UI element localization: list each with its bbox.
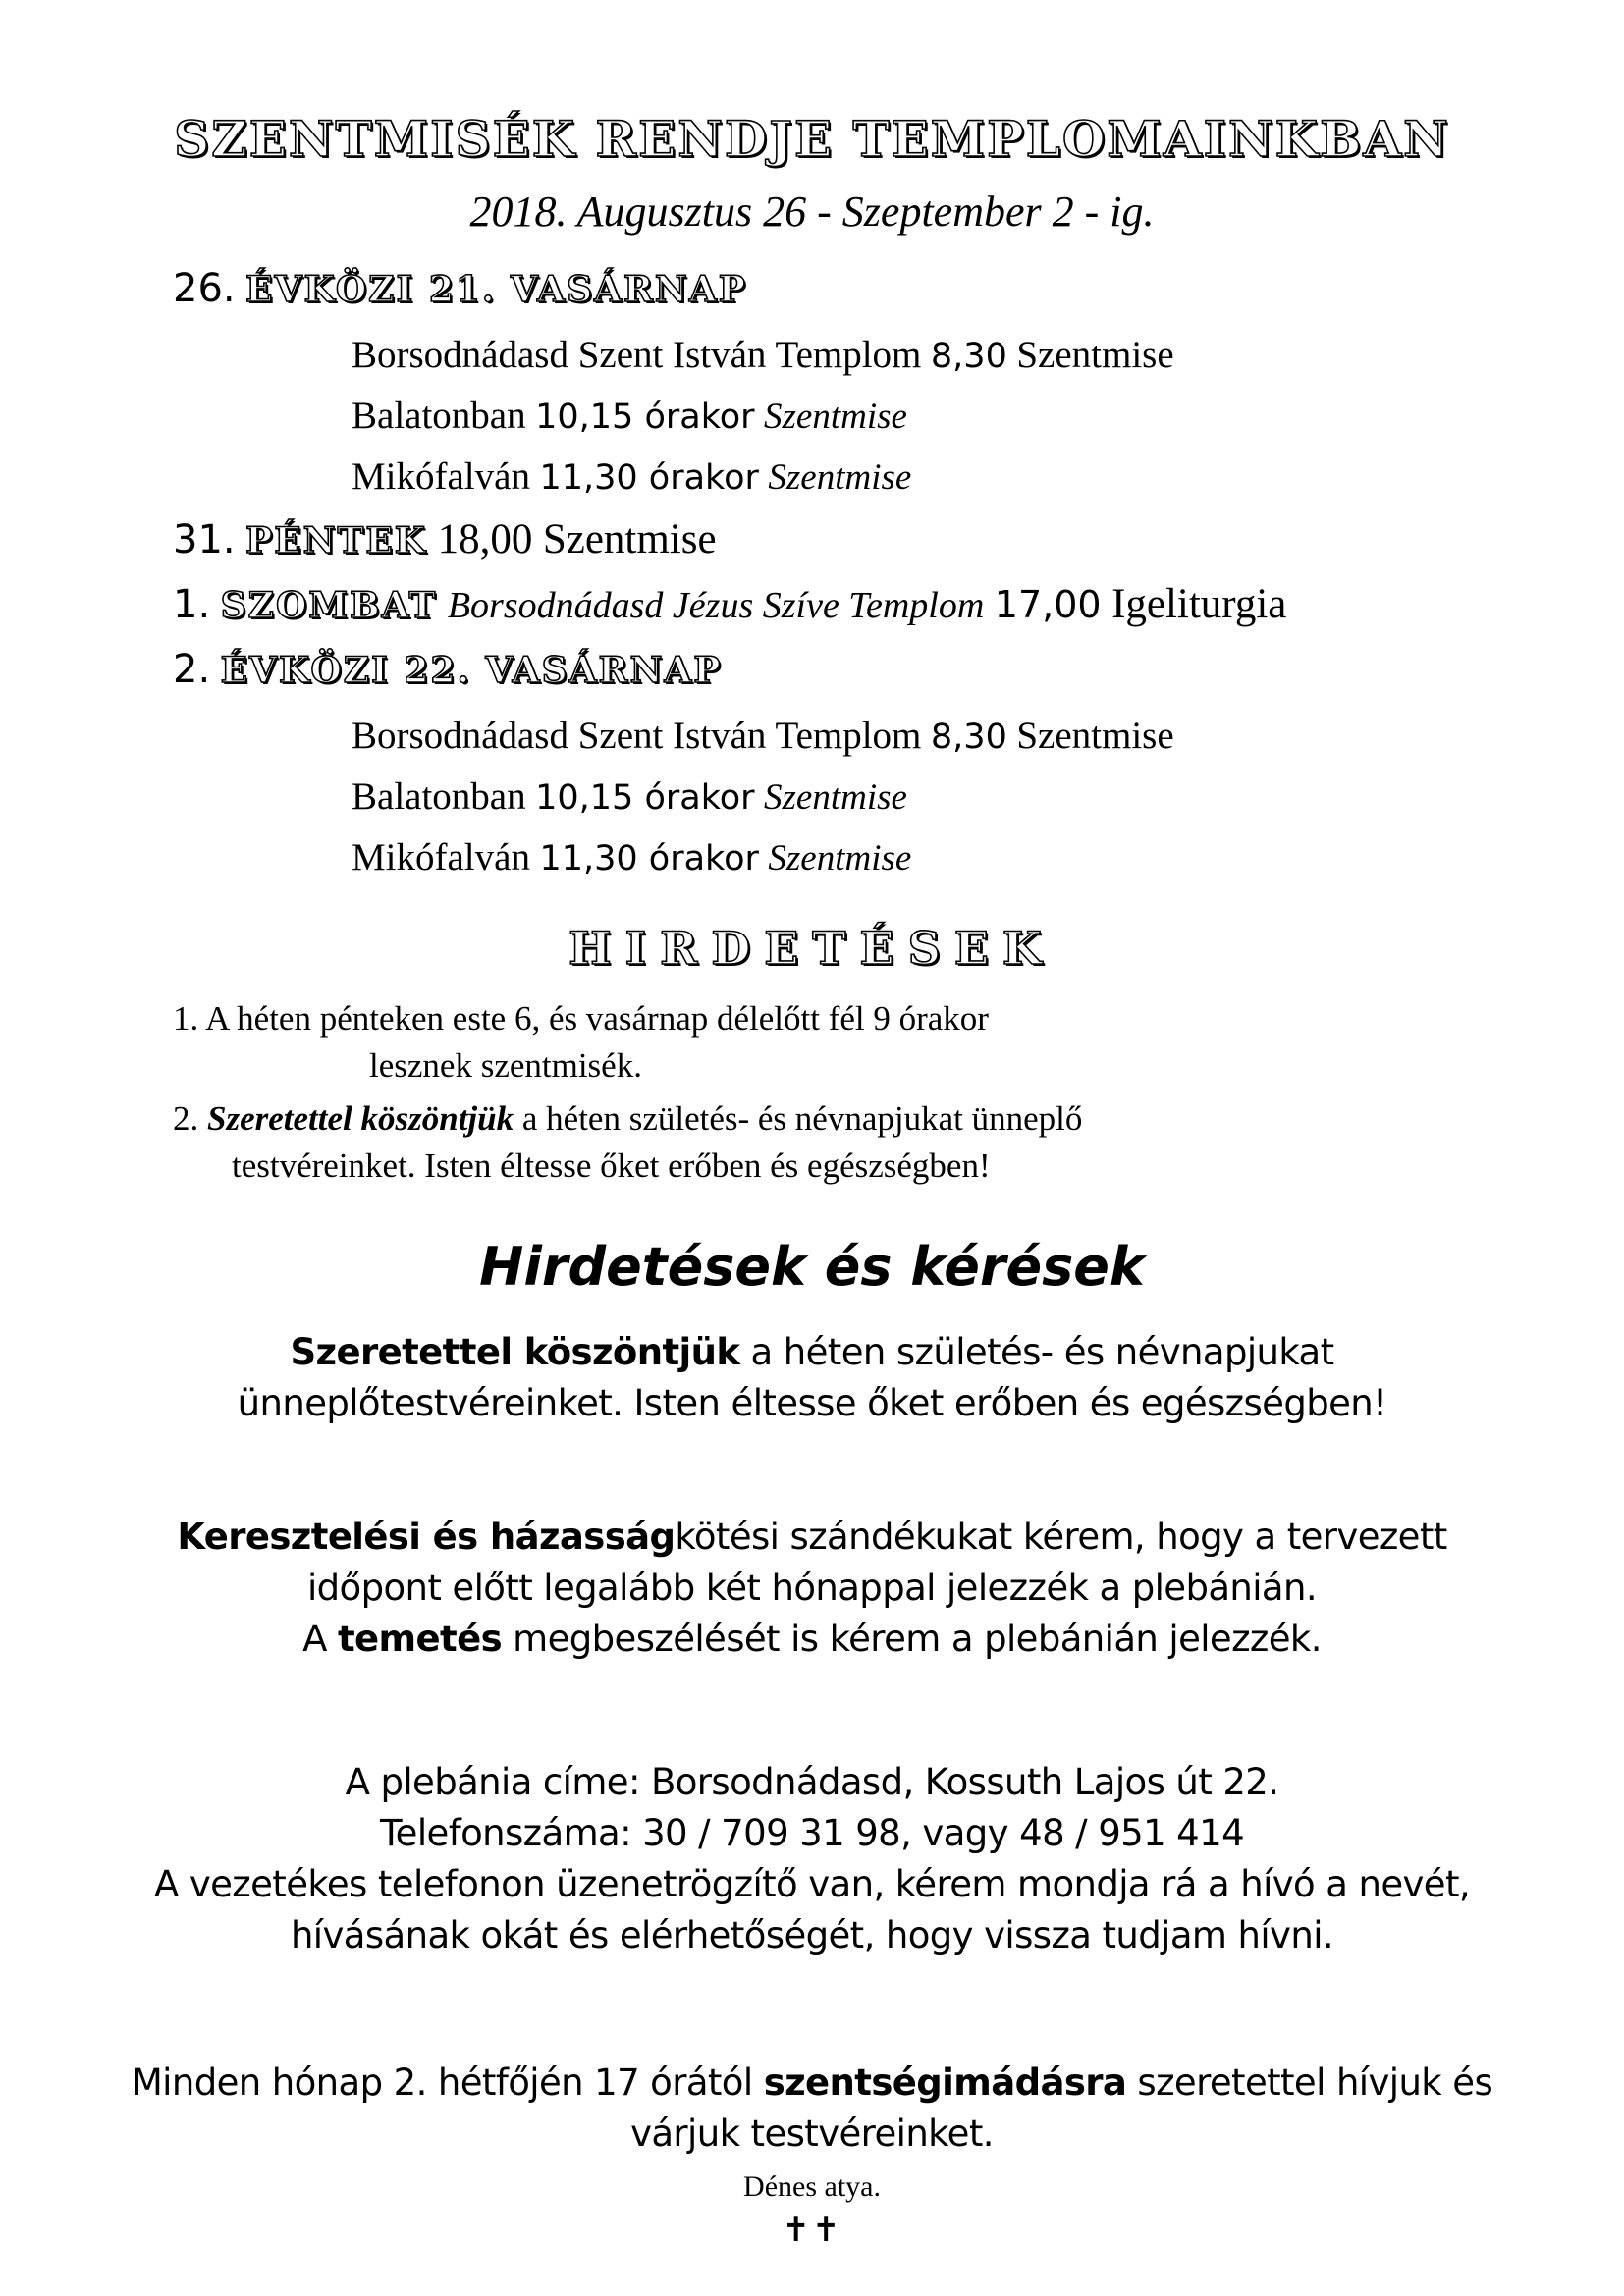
- mass-type: Szentmise: [768, 457, 912, 498]
- mass-type: Igeliturgia: [1111, 581, 1287, 627]
- day-name: ÉVKÖZI 21. VASÁRNAP: [245, 269, 747, 310]
- day-name: SZOMBAT: [220, 585, 438, 626]
- mass-entry: [352, 393, 907, 441]
- mass-time: 11,30 órakor: [539, 458, 759, 498]
- mass-time: 11,30 órakor: [539, 839, 759, 879]
- date-range: 2018. Augusztus 26 - Szeptember 2 - ig.: [469, 187, 1155, 236]
- cross-icon: ✝✝: [782, 2211, 842, 2250]
- day-heading-1: [173, 579, 1286, 631]
- mass-type: Szentmise: [1016, 715, 1174, 757]
- mass-type: Szentmise: [764, 777, 907, 818]
- day-number: 1.: [173, 582, 211, 627]
- mass-place: Borsodnádasd Szent István Templom: [352, 715, 922, 757]
- adoration-text: Minden hónap 2. hétfőjén 17 órától: [131, 2061, 764, 2104]
- adoration-emphasis: szentségimádásra: [763, 2061, 1127, 2104]
- baptism-text: kötési szándékukat kérem, hogy a tervezett időpont előtt legalább két hónappal jelezzék a plebánián.: [306, 1516, 1447, 1609]
- mass-time: 10,15 órakor: [535, 778, 755, 818]
- baptism-emphasis: Keresztelési és házasság: [177, 1516, 676, 1558]
- announcement-number: 2.: [173, 1099, 199, 1138]
- baptism-wedding-paragraph: [128, 1512, 1496, 1665]
- announcement-1-line-2: lesznek szentmisék.: [369, 1046, 642, 1085]
- day-number: 2.: [173, 647, 211, 692]
- parish-phone: Telefonszáma: 30 / 709 31 98, vagy 48 / 951 414: [379, 1812, 1245, 1854]
- mass-time: 8,30: [930, 337, 1007, 376]
- announcements-title: HIRDETÉSEK: [568, 922, 1056, 975]
- mass-entry: [352, 834, 911, 882]
- mass-time: 18,00: [437, 516, 533, 562]
- day-number: 31.: [173, 517, 236, 562]
- mass-place: Borsodnádasd Szent István Templom: [352, 334, 922, 376]
- announcement-text: a héten születés- és névnapjukat ünneplő: [514, 1099, 1083, 1138]
- adoration-text-end: szeretettel hívjuk és várjuk testvéreinket.: [630, 2061, 1493, 2155]
- day-number: 26.: [173, 266, 236, 311]
- parish-address: A plebánia címe: Borsodnádasd, Kossuth Lajos út 22.: [345, 1761, 1279, 1803]
- answering-machine-note: A vezetékes telefonon üzenetrögzítő van, kérem mondja rá a hívó a nevét, hívásának okát és elérhetőségét, hogy vissza tudjam hívni.: [153, 1863, 1471, 1956]
- mass-type: Szentmise: [1016, 334, 1174, 376]
- mass-place: Balatonban: [352, 775, 526, 818]
- mass-place: Borsodnádasd Jézus Szíve Templom: [447, 585, 985, 626]
- mass-entry: [352, 713, 1174, 761]
- mass-place: Mikófalván: [352, 455, 530, 498]
- day-heading-31: [173, 514, 717, 566]
- day-name: PÉNTEK: [245, 520, 428, 561]
- day-heading-2: [173, 644, 722, 696]
- mass-entry: [352, 454, 911, 502]
- funeral-emphasis: temetés: [337, 1618, 502, 1660]
- mass-place: Balatonban: [352, 395, 526, 437]
- requests-title: Hirdetések és kérések: [479, 1236, 1145, 1298]
- mass-time: 10,15 órakor: [535, 398, 755, 437]
- day-name: ÉVKÖZI 22. VASÁRNAP: [220, 650, 723, 691]
- announcement-2-line-1: [173, 1097, 1082, 1141]
- mass-type: Szentmise: [542, 516, 717, 562]
- mass-time: 17,00: [994, 583, 1102, 626]
- funeral-text: megbeszélését is kérem a plebánián jelezzék.: [502, 1618, 1322, 1660]
- funeral-prefix: A: [302, 1618, 338, 1660]
- announcement-emphasis: Szeretettel köszöntjük: [207, 1099, 514, 1138]
- mass-entry: [352, 774, 907, 822]
- page-title: SZENTMISÉK RENDJE TEMPLOMAINKBAN: [174, 110, 1450, 168]
- signature: Dénes atya.: [743, 2170, 881, 2203]
- mass-type: Szentmise: [768, 838, 912, 879]
- mass-place: Mikófalván: [352, 836, 530, 879]
- greeting-text: a héten születés- és névnapjukat ünneplőtestvéreinket. Isten éltesse őket erőben és egészségben!: [237, 1331, 1387, 1424]
- mass-time: 8,30: [930, 718, 1007, 757]
- greeting-emphasis: Szeretettel köszöntjük: [290, 1331, 740, 1373]
- contact-paragraph: [128, 1757, 1496, 1961]
- announcement-1-line-1: 1. A héten pénteken este 6, és vasárnap délelőtt fél 9 órakor: [173, 999, 989, 1038]
- greeting-paragraph: [128, 1327, 1496, 1429]
- mass-entry: [352, 332, 1174, 380]
- announcement-2-line-2: testvéreinket. Isten éltesse őket erőben és egészségben!: [232, 1147, 991, 1185]
- day-heading-26: [173, 263, 747, 315]
- mass-type: Szentmise: [764, 397, 907, 437]
- adoration-paragraph: [128, 2057, 1496, 2160]
